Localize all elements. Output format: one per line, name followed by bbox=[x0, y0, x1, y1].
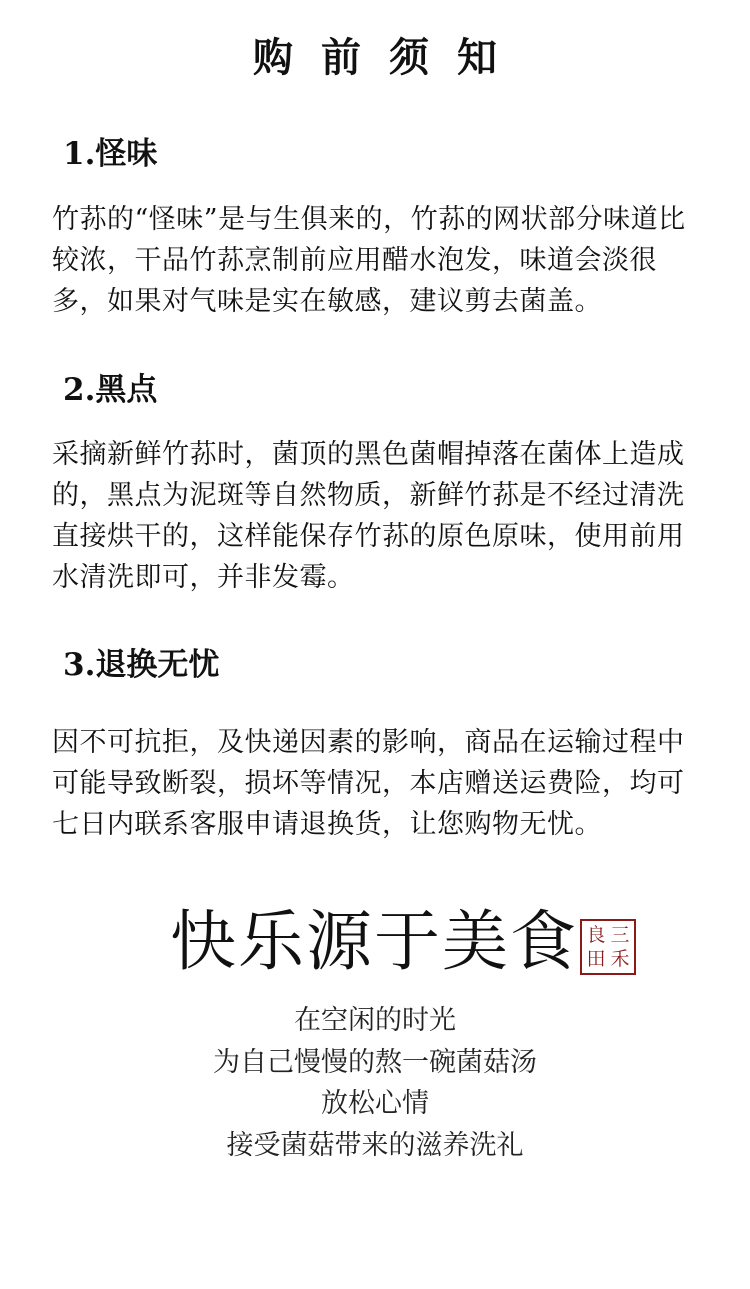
brand-seal bbox=[580, 919, 636, 975]
poem bbox=[0, 1000, 750, 1166]
slogan: 快乐源于美食 bbox=[170, 903, 578, 980]
section-body-returns: 因不可抗拒，及快递因素的影响，商品在运输过程中可能导致断裂，损坏等情况，本店赠送运费险，均可七日内联系客服申请退换货，让您购物无忧。 bbox=[52, 727, 685, 840]
section-body-black-spots: 采摘新鲜竹荪时，菌顶的黑色菌帽掉落在菌体上造成的，黑点为泥斑等自然物质，新鲜竹荪是不经过清洗直接烘干的，这样能保存竹荪的原色原味，使用前用水清洗即可，并非发霉。 bbox=[52, 439, 685, 593]
seal-char: 三 bbox=[610, 924, 630, 946]
section-heading-returns: 3.退换无忧 bbox=[63, 647, 220, 683]
section-body-odor: 竹荪的“怪味”是与生俱来的，竹荪的网状部分味道比较浓，干品竹荪烹制前应用醋水泡发，味道会淡很多，如果对气味是实在敏感，建议剪去菌盖。 bbox=[52, 204, 686, 317]
poem-line: 为自己慢慢的熬一碗菌菇汤 bbox=[213, 1046, 537, 1078]
section-heading-odor: 1.怪味 bbox=[63, 136, 158, 172]
section-heading-black-spots: 2.黑点 bbox=[63, 372, 158, 408]
poem-line: 在空闲的时光 bbox=[294, 1005, 456, 1036]
seal-char: 田 bbox=[586, 948, 606, 970]
page-title: 购前须知 bbox=[253, 35, 525, 81]
slogan-block bbox=[0, 902, 750, 982]
seal-char: 禾 bbox=[610, 948, 630, 970]
poem-line: 放松心情 bbox=[321, 1088, 429, 1119]
seal-char: 良 bbox=[586, 924, 606, 946]
poem-line: 接受菌菇带来的滋养洗礼 bbox=[226, 1129, 524, 1161]
